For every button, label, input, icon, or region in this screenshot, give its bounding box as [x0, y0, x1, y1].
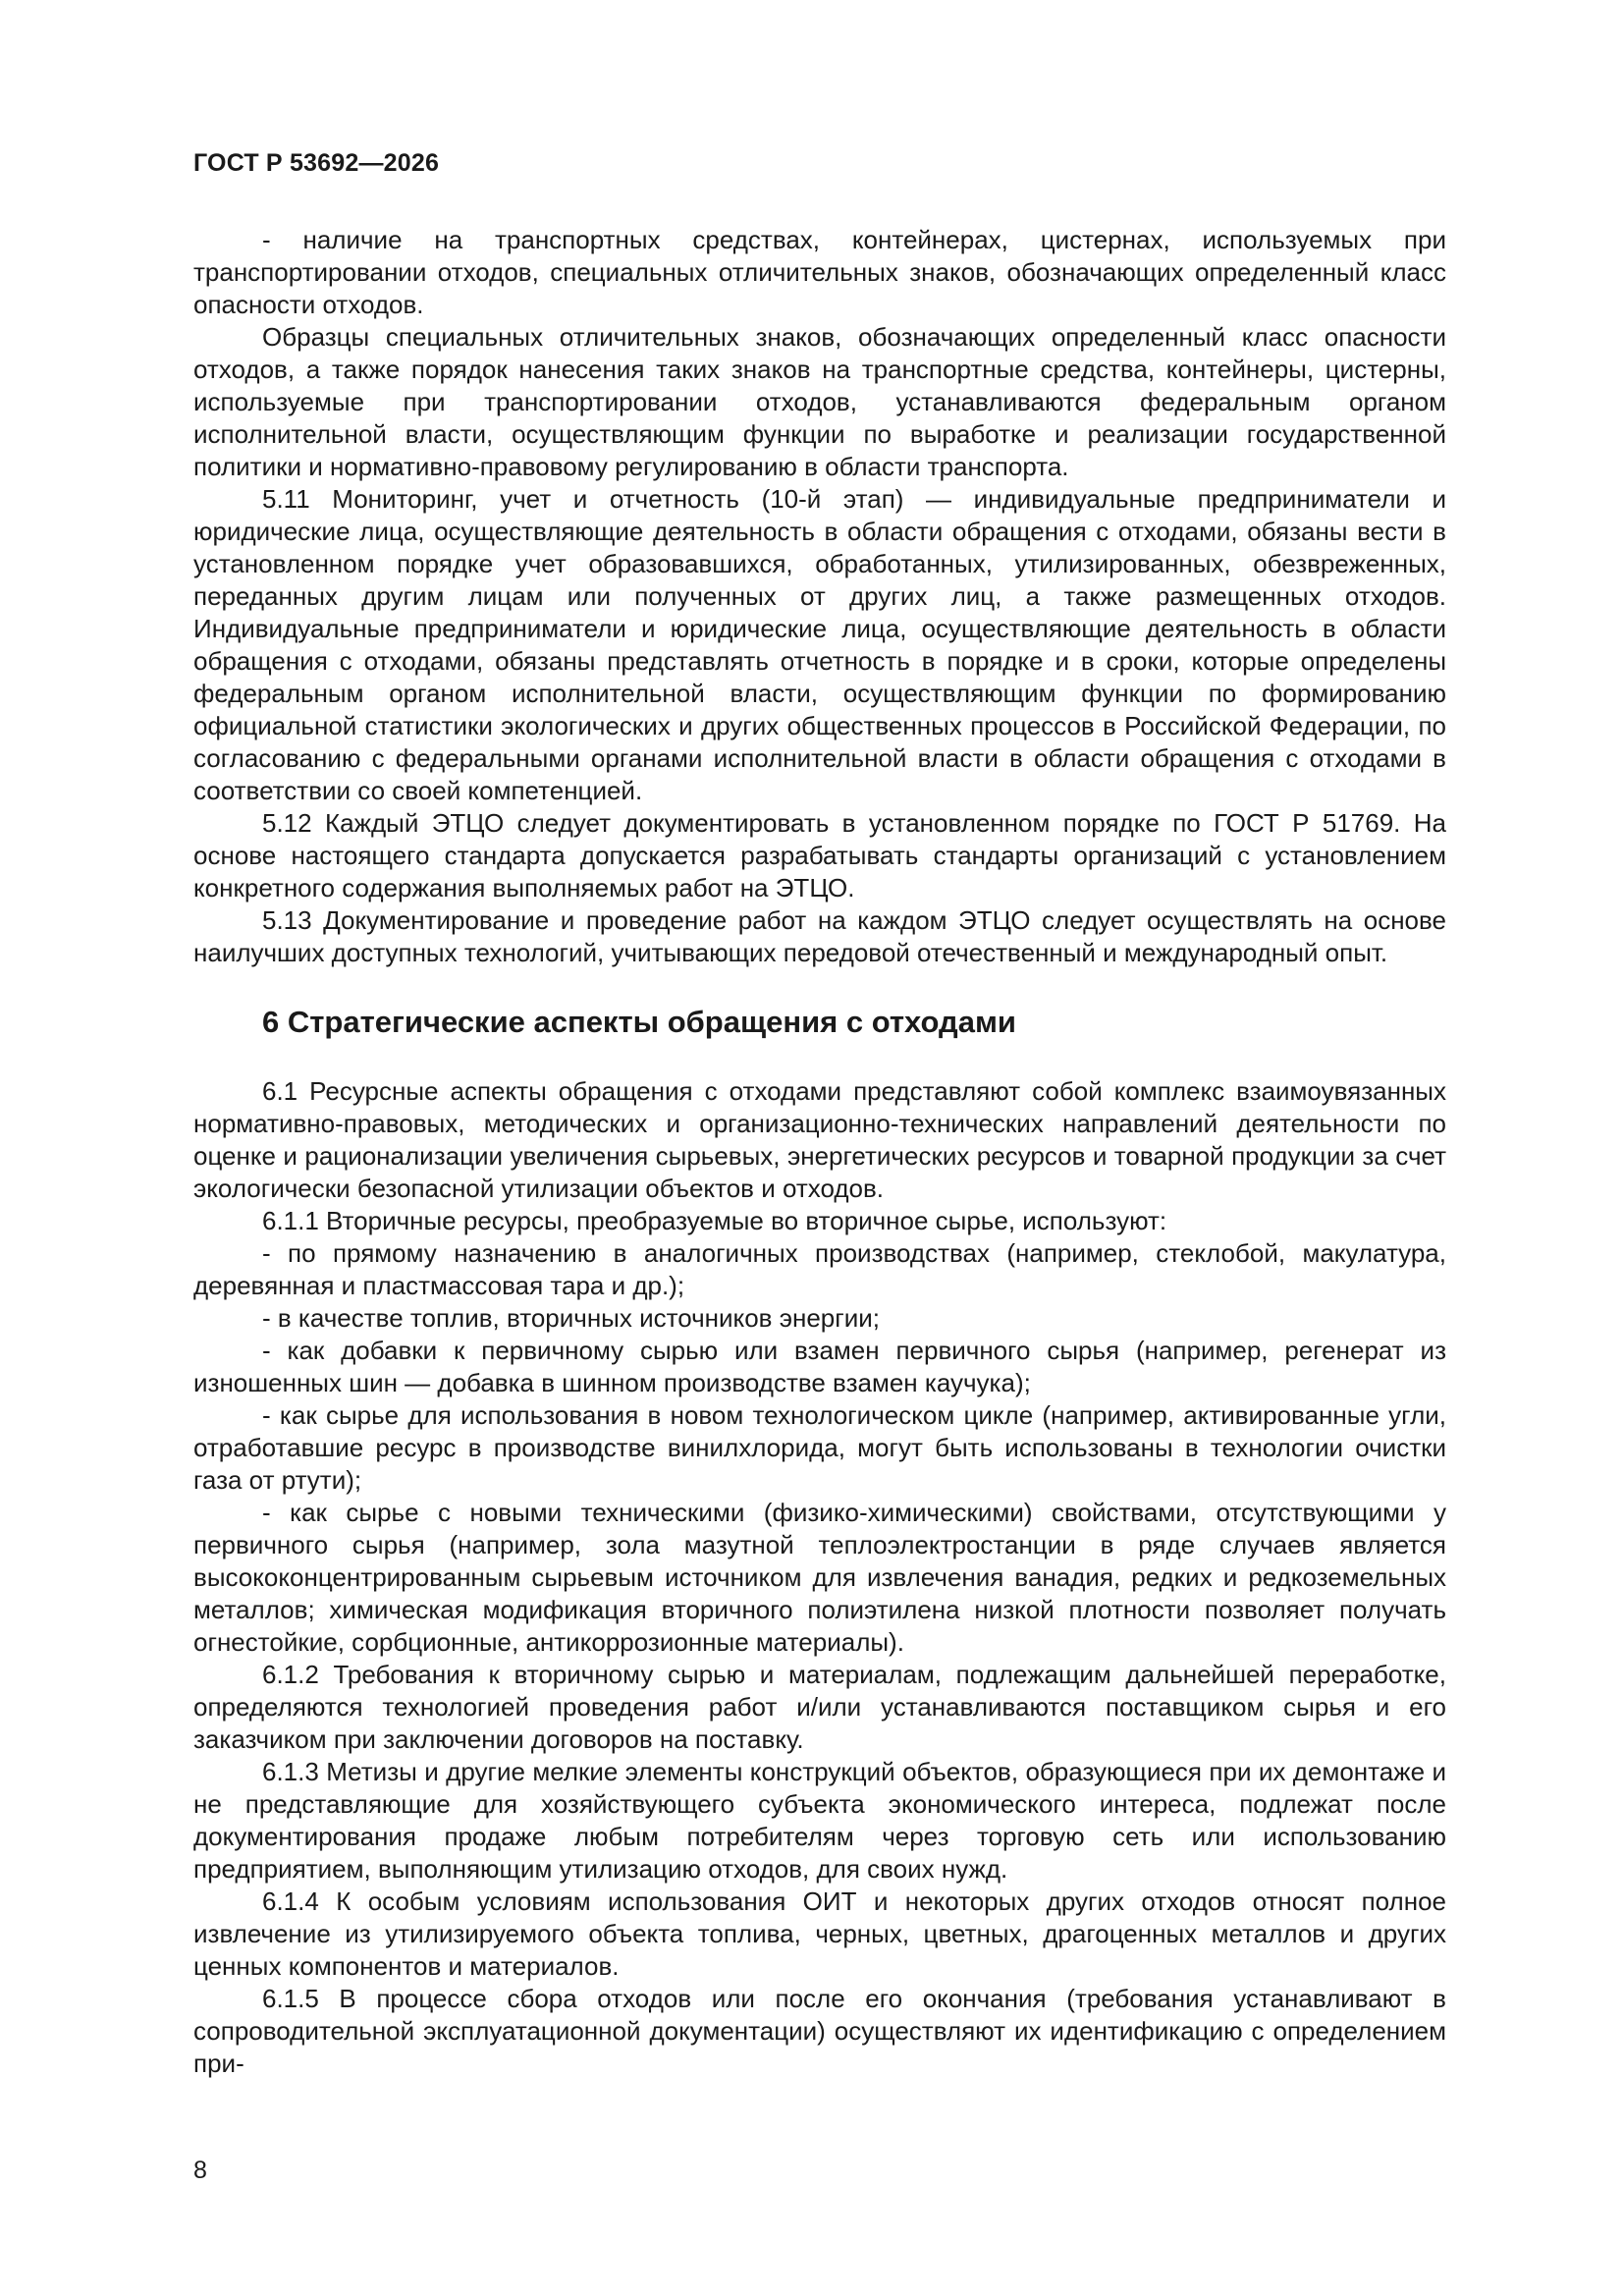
paragraph: 5.13 Документирование и проведение работ на каждом ЭТЦО следует осуществлять на основе наилучших доступных технологий, учитывающих передовой отечественный и международный опыт. — [193, 905, 1446, 967]
paragraph: 6.1 Ресурсные аспекты обращения с отходами представляют собой комплекс взаимоувязанных нормативно-правовых, методических и организационно-технических направлений деятельности по оценке и рационализации увеличения сырьевых, энергетических ресурсов и товарной продукции за счет экологически безопасной утилизации объектов и отходов. — [193, 1076, 1446, 1203]
paragraph: 6.1.3 Метизы и другие мелкие элементы конструкций объектов, образующиеся при их демонтаже и не представляющие для хозяйствующего субъекта экономического интереса, подлежат после документирования продаже любым потребителям через торговую сеть или использованию предприятием, выполняющим утилизацию отходов, для своих нужд. — [193, 1757, 1446, 1884]
list-item: - в качестве топлив, вторичных источников энергии; — [262, 1303, 881, 1333]
paragraph: Образцы специальных отличительных знаков, обозначающих определенный класс опасности отходов, а также порядок нанесения таких знаков на транспортные средства, контейнеры, цистерны, используемые при транспортировании отходов, устанавливаются федеральным органом исполнительной власти, осуществляющим функции по выработке и реализации государственной политики и нормативно-правовому регулированию в области транспорта. — [193, 322, 1446, 481]
list-item: - по прямому назначению в аналогичных производствах (например, стеклобой, макулатура, деревянная и пластмассовая тара и др.); — [193, 1238, 1446, 1300]
running-header: ГОСТ Р 53692—2026 — [193, 149, 440, 177]
paragraph: 5.11 Мониторинг, учет и отчетность (10-й этап) — индивидуальные предприниматели и юридические лица, осуществляющие деятельность в области обращения с отходами, обязаны вести в установленном порядке учет образовавшихся, обработанных, утилизированных, обезвреженных, переданных другим лицам или полученных от других лиц, а также размещенных отходов. Индивидуальные предприниматели и юридические лица, осуществляющие деятельность в области обращения с отходами, обязаны представлять отчетность в порядке и в сроки, которые определены федеральным органом исполнительной власти, осуществляющим функции по формированию официальной статистики экологических и других общественных процессов в Российской Федерации, по согласованию с федеральными органами исполнительной власти в области обращения с отходами в соответствии со своей компетенцией. — [193, 484, 1446, 805]
paragraph: 5.12 Каждый ЭТЦО следует документировать в установленном порядке по ГОСТ Р 51769. На основе настоящего стандарта допускается разрабатывать стандарты организаций с установлением конкретного содержания выполняемых работ на ЭТЦО. — [193, 808, 1446, 902]
list-item: - как добавки к первичному сырью или взамен первичного сырья (например, регенерат из изношенных шин — добавка в шинном производстве взамен каучука); — [193, 1336, 1446, 1397]
paragraph: 6.1.2 Требования к вторичному сырью и материалам, подлежащим дальнейшей переработке, определяются технологией проведения работ и/или устанавливаются поставщиком сырья и его заказчиком при заключении договоров на поставку. — [193, 1660, 1446, 1754]
list-item: - как сырье для использования в новом технологическом цикле (например, активированные угли, отработавшие ресурс в производстве винилхлорида, могут быть использованы в технологии очистки газа от ртути); — [193, 1400, 1446, 1495]
paragraph: 6.1.5 В процессе сбора отходов или после его окончания (требования устанавливают в сопроводительной эксплуатационной документации) осуществляют их идентификацию с определением при- — [193, 1984, 1446, 2078]
section-heading: 6 Стратегические аспекты обращения с отходами — [262, 1005, 1016, 1039]
page-body — [193, 224, 1446, 2080]
page-number: 8 — [193, 2157, 207, 2184]
paragraph: - наличие на транспортных средствах, контейнерах, цистернах, используемых при транспортировании отходов, специальных отличительных знаков, обозначающих определенный класс опасности отходов. — [193, 225, 1446, 319]
paragraph: 6.1.4 К особым условиям использования ОИТ и некоторых других отходов относят полное извлечение из утилизируемого объекта топлива, черных, цветных, драгоценных металлов и других ценных компонентов и материалов. — [193, 1886, 1446, 1981]
paragraph: 6.1.1 Вторичные ресурсы, преобразуемые во вторичное сырье, используют: — [262, 1206, 1167, 1235]
list-item: - как сырье с новыми техническими (физико-химическими) свойствами, отсутствующими у первичного сырья (например, зола мазутной теплоэлектростанции в ряде случаев является высококонцентрированным сырьевым источником для извлечения ванадия, редких и редкоземельных металлов; химическая модификация вторичного полиэтилена низкой плотности позволяет получать огнестойкие, сорбционные, антикоррозионные материалы). — [193, 1498, 1446, 1657]
